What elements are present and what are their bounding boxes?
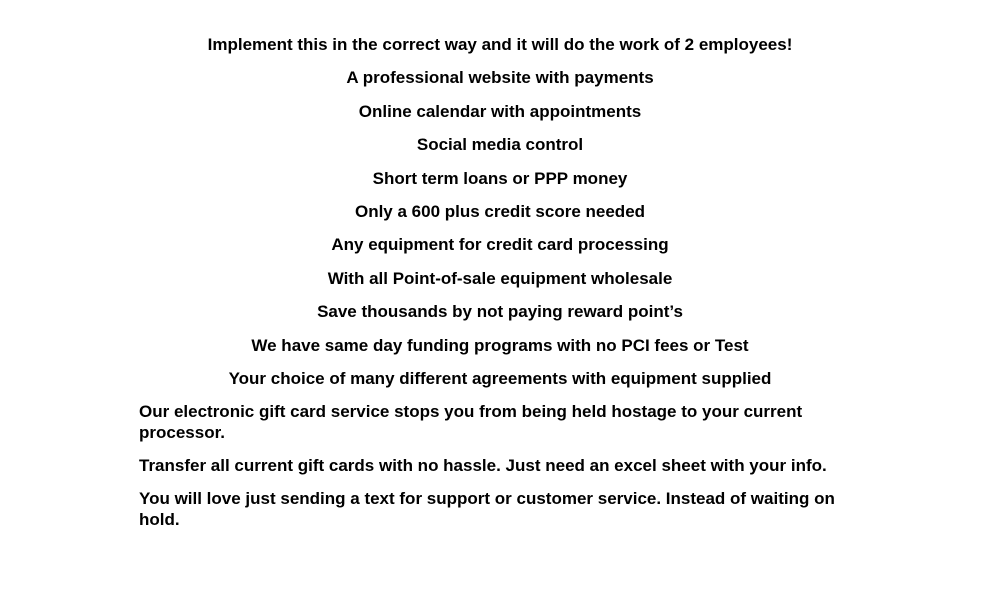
transfer-paragraph: Transfer all current gift cards with no hassle. Just need an excel sheet with your info.	[139, 456, 827, 475]
feature-list	[0, 34, 1000, 401]
feature-line: A professional website with payments	[346, 68, 654, 88]
service-paragraphs	[139, 401, 859, 542]
feature-line: Online calendar with appointments	[358, 101, 642, 121]
feature-line: We have same day funding programs with no PCI fees or Test	[251, 335, 749, 355]
feature-line: With all Point-of-sale equipment wholesale	[327, 268, 673, 288]
feature-line: Save thousands by not paying reward point’s	[317, 302, 683, 322]
gift-card-paragraph: Our electronic gift card service stops you from being held hostage to your current processor.	[139, 402, 803, 442]
feature-line: Any equipment for credit card processing	[331, 235, 669, 255]
feature-line: Only a 600 plus credit score needed	[354, 201, 646, 221]
headline: Implement this in the correct way and it will do the work of 2 employees!	[207, 35, 793, 54]
feature-line: Short term loans or PPP money	[372, 168, 628, 188]
feature-line: Social media control	[416, 135, 584, 155]
support-paragraph: You will love just sending a text for support or customer service. Instead of waiting on hold.	[139, 489, 835, 529]
feature-line: Your choice of many different agreements with equipment supplied	[228, 368, 772, 388]
